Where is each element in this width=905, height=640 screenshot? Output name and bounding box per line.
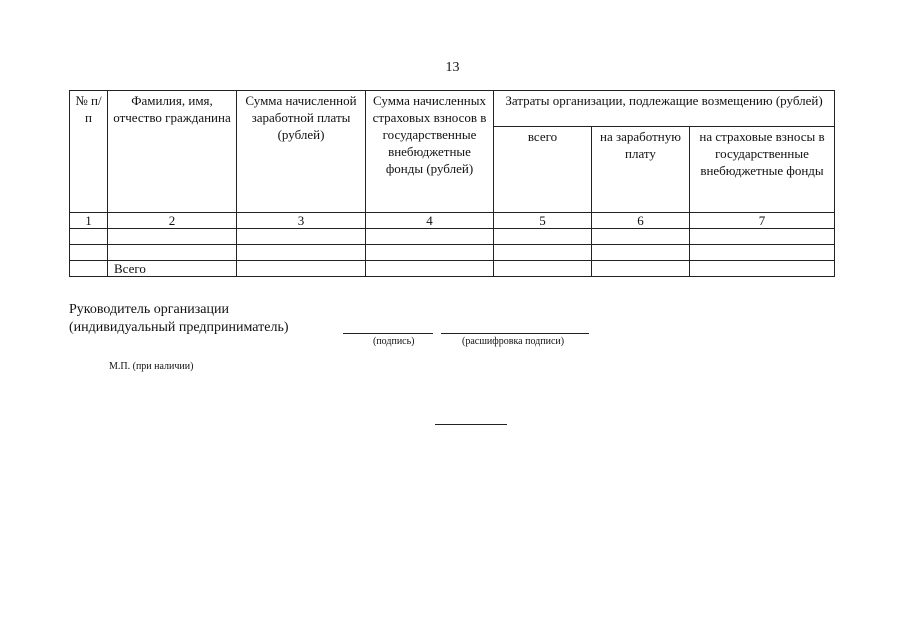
table-cell[interactable]: [108, 229, 237, 245]
header-costs-salary: на заработную плату: [592, 127, 690, 213]
table-row: [70, 229, 835, 245]
table-cell[interactable]: [690, 229, 835, 245]
signatory-title-line1: Руководитель организации: [69, 302, 229, 317]
signature-decode-caption: (расшифровка подписи): [462, 336, 565, 347]
header-costs-total: всего: [494, 127, 592, 213]
signatory-title: [69, 301, 289, 337]
compensation-table: [69, 90, 835, 277]
end-divider: [435, 424, 507, 425]
table-row: [70, 245, 835, 261]
column-number: 5: [494, 213, 592, 229]
total-costs-cell[interactable]: [494, 261, 592, 277]
table-cell[interactable]: [70, 229, 108, 245]
table-cell[interactable]: [237, 245, 366, 261]
signature-decode-line[interactable]: [441, 333, 589, 334]
total-label: Всего: [108, 261, 237, 277]
table-cell[interactable]: [237, 229, 366, 245]
total-contributions-cell[interactable]: [366, 261, 494, 277]
column-number: 2: [108, 213, 237, 229]
table-cell[interactable]: [366, 229, 494, 245]
table-header-row: [70, 91, 835, 127]
header-salary: Сумма начисленной заработной платы (рублей): [237, 91, 366, 213]
table-cell[interactable]: [494, 245, 592, 261]
signatory-title-line2: (индивидуальный предприниматель): [69, 320, 289, 335]
column-number: 3: [237, 213, 366, 229]
total-costs-contributions-cell[interactable]: [690, 261, 835, 277]
table-cell[interactable]: [70, 245, 108, 261]
signature-caption: (подпись): [373, 336, 415, 347]
table-cell[interactable]: [366, 245, 494, 261]
table-cell[interactable]: [592, 245, 690, 261]
table-cell[interactable]: [70, 261, 108, 277]
table-cell[interactable]: [494, 229, 592, 245]
table-cell[interactable]: [690, 245, 835, 261]
table-cell[interactable]: [108, 245, 237, 261]
header-contributions: Сумма начисленных страховых взносов в государственные внебюджетные фонды (рублей): [366, 91, 494, 213]
total-salary-cell[interactable]: [237, 261, 366, 277]
total-costs-salary-cell[interactable]: [592, 261, 690, 277]
column-number: 7: [690, 213, 835, 229]
header-num: № п/п: [70, 91, 108, 213]
column-number: 1: [70, 213, 108, 229]
header-name: Фамилия, имя, отчество гражданина: [108, 91, 237, 213]
column-number: 6: [592, 213, 690, 229]
header-costs: Затраты организации, подлежащие возмещению (рублей): [494, 91, 835, 127]
total-row: [70, 261, 835, 277]
column-number: 4: [366, 213, 494, 229]
column-number-row: [70, 213, 835, 229]
header-costs-contributions: на страховые взносы в государственные внебюджетные фонды: [690, 127, 835, 213]
signature-line[interactable]: [343, 333, 433, 334]
page-number: 13: [445, 60, 460, 75]
stamp-label: М.П. (при наличии): [109, 361, 194, 372]
table-cell[interactable]: [592, 229, 690, 245]
